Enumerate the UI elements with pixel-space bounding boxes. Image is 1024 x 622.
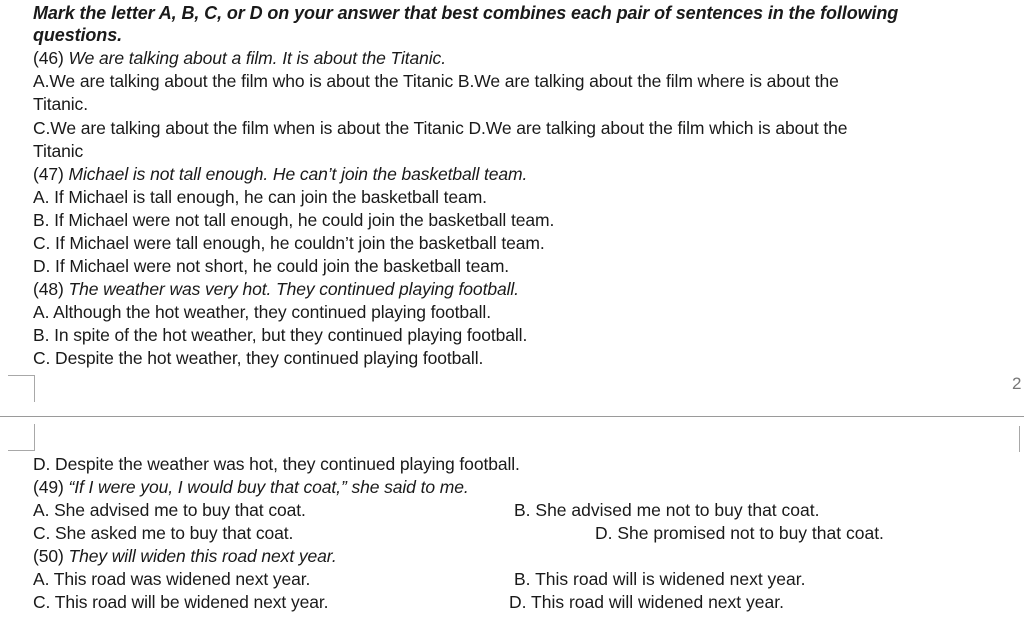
question-48-option-b: B. In spite of the hot weather, but they continued playing football.	[33, 325, 528, 345]
question-47-option-c: C. If Michael were tall enough, he couldn’t join the basketball team.	[33, 233, 545, 253]
question-47-option-b: B. If Michael were not tall enough, he could join the basketball team.	[33, 210, 555, 230]
page-margin-mark-right	[1019, 426, 1020, 452]
question-47-stem: Michael is not tall enough. He can’t join the basketball team.	[68, 164, 528, 184]
instruction-line-1: Mark the letter A, B, C, or D on your answer that best combines each pair of sentences in the following	[33, 3, 899, 23]
question-49-stem: “If I were you, I would buy that coat,” she said to me.	[68, 477, 469, 497]
question-49-option-c: C. She asked me to buy that coat.	[33, 523, 294, 543]
question-46-options-cd-cont: Titanic	[33, 141, 84, 161]
question-50-option-c: C. This road will be widened next year.	[33, 592, 329, 612]
page-number: 2	[1012, 374, 1022, 393]
question-50-option-d: D. This road will widened next year.	[509, 592, 784, 612]
question-46-options-ab-cont: Titanic.	[33, 94, 88, 114]
page-corner-mark-bottom	[8, 424, 35, 451]
question-50-stem: They will widen this road next year.	[68, 546, 337, 566]
question-46-options-ab: A.We are talking about the film who is about the Titanic B.We are talking about the film where is about the	[33, 71, 839, 91]
question-49-number: (49)	[33, 477, 64, 497]
question-47-stem-line	[33, 163, 527, 185]
question-50-option-a: A. This road was widened next year.	[33, 569, 311, 589]
question-46-number: (46)	[33, 48, 64, 68]
question-49-option-d: D. She promised not to buy that coat.	[595, 523, 884, 543]
question-49-option-b: B. She advised me not to buy that coat.	[514, 500, 820, 520]
question-48-stem: The weather was very hot. They continued playing football.	[68, 279, 519, 299]
question-50-option-b: B. This road will is widened next year.	[514, 569, 806, 589]
question-47-option-a: A. If Michael is tall enough, he can join the basketball team.	[33, 187, 487, 207]
question-49-option-a: A. She advised me to buy that coat.	[33, 500, 306, 520]
question-46-stem: We are talking about a film. It is about the Titanic.	[68, 48, 446, 68]
question-50-stem-line	[33, 545, 337, 567]
question-47-option-d: D. If Michael were not short, he could join the basketball team.	[33, 256, 510, 276]
page-break-divider	[0, 416, 1024, 417]
question-48-number: (48)	[33, 279, 64, 299]
question-48-option-d: D. Despite the weather was hot, they continued playing football.	[33, 454, 520, 474]
question-47-number: (47)	[33, 164, 64, 184]
page-corner-mark-top	[8, 375, 35, 402]
question-46-stem-line	[33, 47, 446, 69]
instruction-line-2: questions.	[33, 25, 123, 45]
question-49-stem-line	[33, 476, 469, 498]
question-50-number: (50)	[33, 546, 64, 566]
question-48-option-c: C. Despite the hot weather, they continued playing football.	[33, 348, 484, 368]
question-48-stem-line	[33, 278, 519, 300]
question-46-options-cd: C.We are talking about the film when is about the Titanic D.We are talking about the film which is about the	[33, 118, 848, 138]
question-48-option-a: A. Although the hot weather, they continued playing football.	[33, 302, 491, 322]
